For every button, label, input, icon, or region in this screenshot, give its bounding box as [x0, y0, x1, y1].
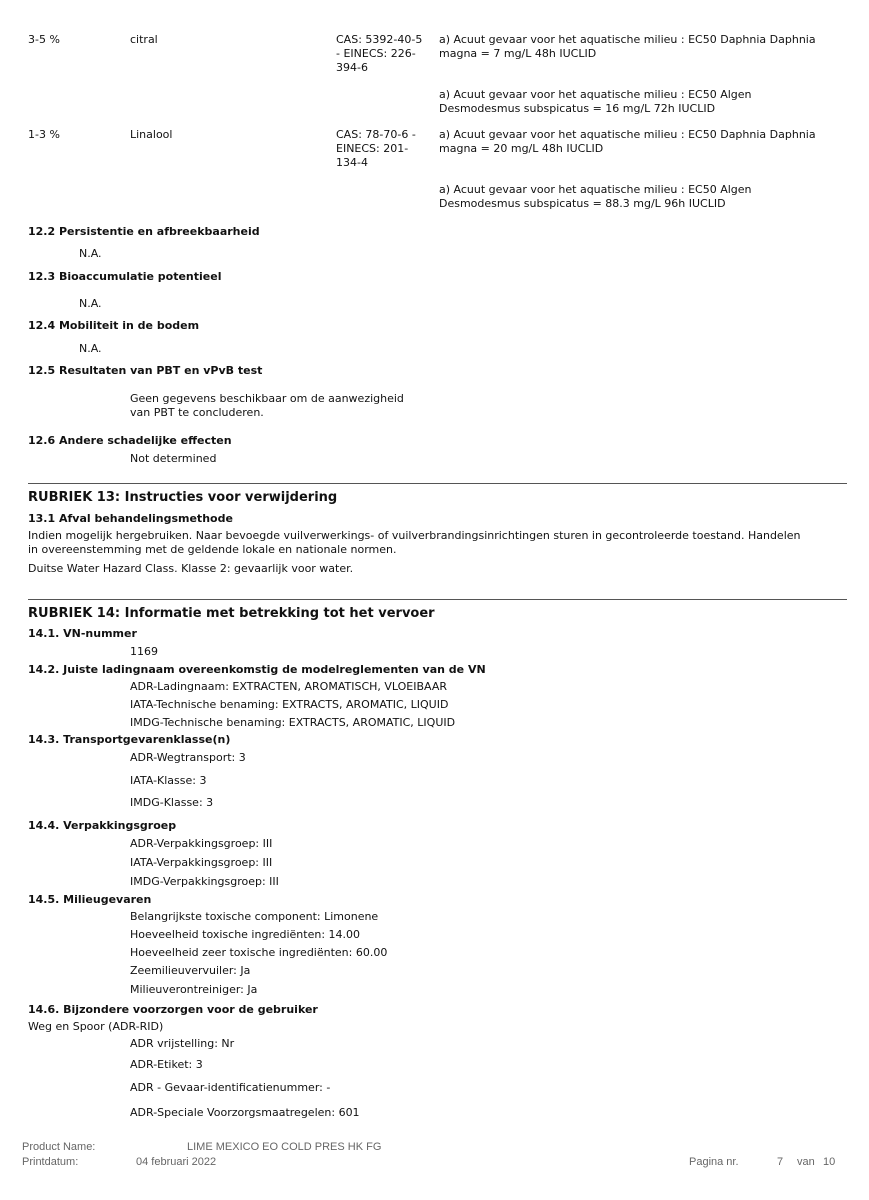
footer-print-date: 04 februari 2022 [136, 1156, 217, 1168]
cas-line: CAS: 78-70-6 - [336, 128, 416, 141]
ecotox-entry-line: a) Acuut gevaar voor het aquatische milieu : EC50 Algen [439, 183, 752, 196]
cas-line: - EINECS: 226- [336, 47, 416, 60]
footer-product-value: LIME MEXICO EO COLD PRES HK FG [187, 1141, 382, 1153]
adr-shipping-name: ADR-Ladingnaam: EXTRACTEN, AROMATISCH, VLOEIBAAR [130, 680, 448, 693]
heading-14-4: 14.4. Verpakkingsgroep [28, 819, 177, 832]
heading-12-6: 12.6 Andere schadelijke effecten [28, 434, 232, 447]
heading-12-3: 12.3 Bioaccumulatie potentieel [28, 270, 222, 283]
cas-line: 134-4 [336, 156, 368, 169]
ecotox-entry-line: Desmodesmus subspicatus = 88.3 mg/L 96h IUCLID [439, 197, 726, 210]
paragraph-13-1-line2: in overeenstemming met de geldende lokale en nationale normen. [28, 543, 397, 556]
un-number: 1169 [130, 645, 158, 658]
heading-14-2: 14.2. Juiste ladingnaam overeenkomstig de modelreglementen van de VN [28, 663, 486, 676]
adr-hazard-id: ADR - Gevaar-identificatienummer: - [130, 1081, 331, 1094]
substance-name-cell: citral [130, 33, 158, 46]
ecotox-entry-line: magna = 20 mg/L 48h IUCLID [439, 142, 604, 155]
adr-label: ADR-Etiket: 3 [130, 1058, 203, 1071]
percentage-cell: 1-3 % [28, 128, 60, 141]
footer-page-of: van [797, 1156, 815, 1168]
ecotox-entry-line: a) Acuut gevaar voor het aquatische milieu : EC50 Algen [439, 88, 752, 101]
env-toxic-component: Belangrijkste toxische component: Limonene [130, 910, 379, 923]
value-12-5-line1: Geen gegevens beschikbaar om de aanwezigheid [130, 392, 404, 405]
env-very-toxic-quantity: Hoeveelheid zeer toxische ingrediënten: 60.00 [130, 946, 388, 959]
cas-line: 394-6 [336, 61, 368, 74]
heading-14-3: 14.3. Transportgevarenklasse(n) [28, 733, 231, 746]
heading-13-1: 13.1 Afval behandelingsmethode [28, 512, 233, 525]
percentage-cell: 3-5 % [28, 33, 60, 46]
paragraph-13-1-line1: Indien mogelijk hergebruiken. Naar bevoegde vuilverwerkings- of vuilverbrandingsinrichtingen sturen in gecontroleerde toestand. Handelen [28, 529, 801, 542]
footer-page-total: 10 [823, 1156, 836, 1168]
ecotox-entry-line: a) Acuut gevaar voor het aquatische milieu : EC50 Daphnia Daphnia [439, 33, 816, 46]
value-12-4: N.A. [79, 342, 102, 355]
env-pollutant: Milieuverontreiniger: Ja [130, 983, 258, 996]
env-marine-pollutant: Zeemilieuvervuiler: Ja [130, 964, 251, 977]
heading-14-5: 14.5. Milieugevaren [28, 893, 152, 906]
heading-12-2: 12.2 Persistentie en afbreekbaarheid [28, 225, 260, 238]
ecotox-entry-line: a) Acuut gevaar voor het aquatische milieu : EC50 Daphnia Daphnia [439, 128, 816, 141]
heading-14-6: 14.6. Bijzondere voorzorgen voor de gebruiker [28, 1003, 318, 1016]
cas-line: EINECS: 201- [336, 142, 409, 155]
adr-special-provisions: ADR-Speciale Voorzorgsmaatregelen: 601 [130, 1106, 360, 1119]
adr-class: ADR-Wegtransport: 3 [130, 751, 246, 764]
footer-page-number: 7 [777, 1156, 784, 1168]
footer-product-label: Product Name: [22, 1141, 96, 1153]
section-14-title: RUBRIEK 14: Informatie met betrekking tot het vervoer [28, 606, 435, 621]
cas-line: CAS: 5392-40-5 [336, 33, 423, 46]
ecotox-entry-line: magna = 7 mg/L 48h IUCLID [439, 47, 597, 60]
value-12-2: N.A. [79, 247, 102, 260]
footer-page-label: Pagina nr. [689, 1156, 739, 1168]
value-12-3: N.A. [79, 297, 102, 310]
adr-exemption: ADR vrijstelling: Nr [130, 1037, 235, 1050]
section-divider [28, 483, 847, 484]
imdg-class: IMDG-Klasse: 3 [130, 796, 214, 809]
section-13-title: RUBRIEK 13: Instructies voor verwijdering [28, 490, 338, 505]
env-toxic-quantity: Hoeveelheid toxische ingrediënten: 14.00 [130, 928, 361, 941]
iata-class: IATA-Klasse: 3 [130, 774, 207, 787]
imdg-packing-group: IMDG-Verpakkingsgroep: III [130, 875, 279, 888]
value-12-5-line2: van PBT te concluderen. [130, 406, 264, 419]
adr-packing-group: ADR-Verpakkingsgroep: III [130, 837, 273, 850]
iata-technical-name: IATA-Technische benaming: EXTRACTS, AROMATIC, LIQUID [130, 698, 449, 711]
ecotox-entry-line: Desmodesmus subspicatus = 16 mg/L 72h IUCLID [439, 102, 716, 115]
paragraph-13-1-whc: Duitse Water Hazard Class. Klasse 2: gevaarlijk voor water. [28, 562, 354, 575]
heading-12-4: 12.4 Mobiliteit in de bodem [28, 319, 200, 332]
road-rail-label: Weg en Spoor (ADR-RID) [28, 1020, 164, 1033]
footer-print-label: Printdatum: [22, 1156, 79, 1168]
heading-14-1: 14.1. VN-nummer [28, 627, 137, 640]
heading-12-5: 12.5 Resultaten van PBT en vPvB test [28, 364, 263, 377]
substance-name-cell: Linalool [130, 128, 173, 141]
value-12-6: Not determined [130, 452, 217, 465]
section-divider [28, 599, 847, 600]
iata-packing-group: IATA-Verpakkingsgroep: III [130, 856, 273, 869]
imdg-technical-name: IMDG-Technische benaming: EXTRACTS, AROMATIC, LIQUID [130, 716, 456, 729]
